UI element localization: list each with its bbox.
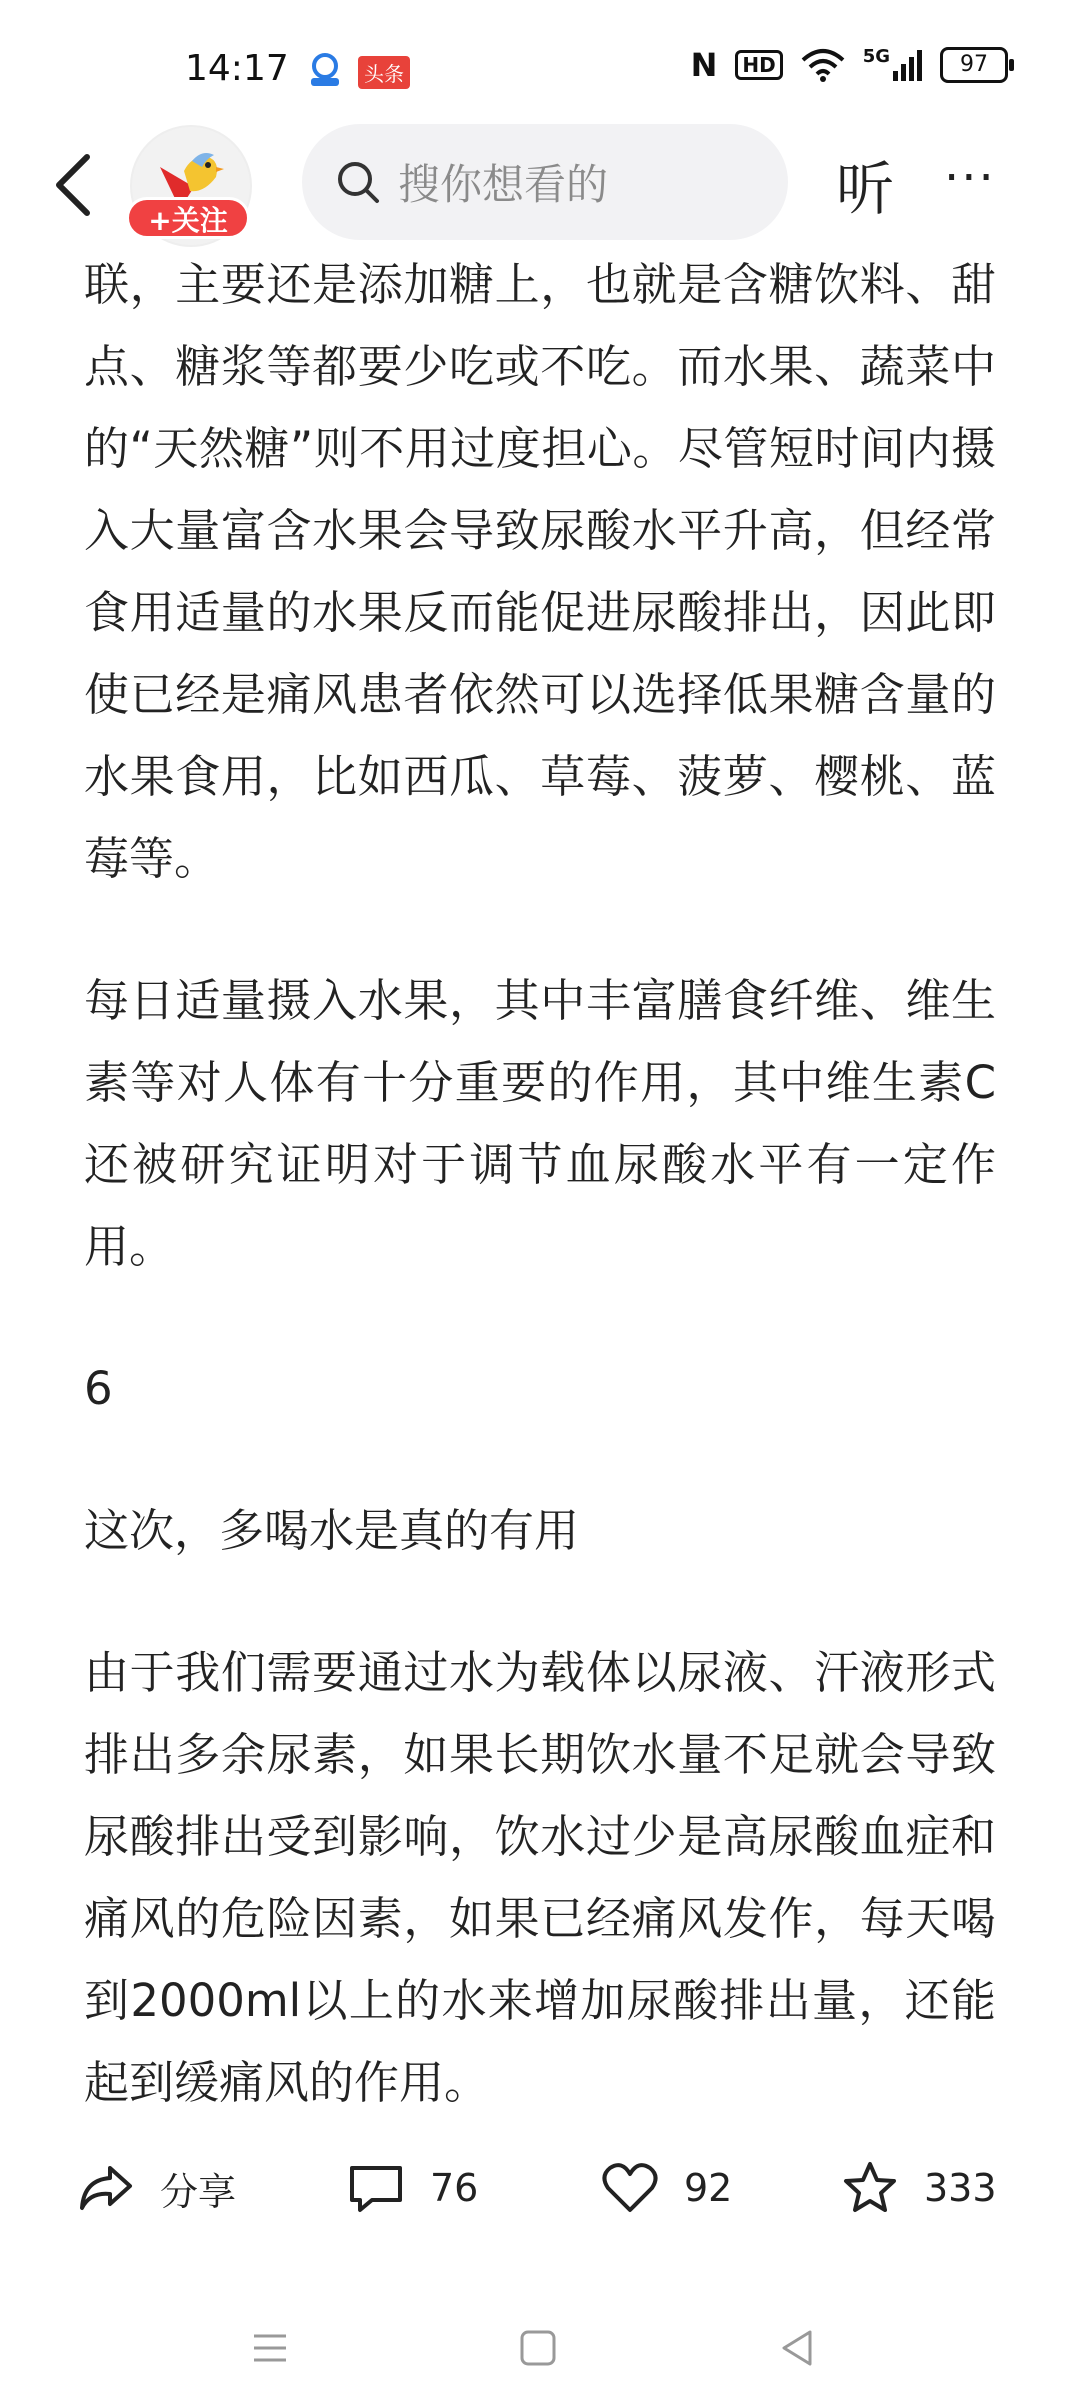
share-label: 分享: [160, 2169, 237, 2214]
follow-button[interactable]: +关注: [126, 197, 250, 239]
like-button[interactable]: [600, 2158, 732, 2218]
listen-button[interactable]: 听: [836, 155, 895, 223]
author-avatar-area[interactable]: [130, 125, 252, 247]
article-paragraph: 联，主要还是添加糖上，也就是含糖饮料、甜点、糖浆等都要少吃或不吃。而水果、蔬菜中的“天然糖”则不用过度担心。尽管短时间内摄入大量富含水果会导致尿酸水平升高，但经常食用适量的水果反而能促进尿酸排出，因此即使已经是痛风患者依然可以选择低果糖含量的水果食用，比如西瓜、草莓、菠萝、樱桃、蓝莓等。: [84, 258, 996, 885]
menu-icon[interactable]: [248, 2326, 292, 2370]
back-triangle-icon[interactable]: [776, 2326, 820, 2370]
status-indicators: [691, 46, 1008, 84]
section-number: 6: [84, 1362, 113, 1415]
share-icon: [76, 2158, 136, 2218]
signal-5g-icon: 5G: [863, 50, 922, 81]
back-button[interactable]: [48, 150, 98, 220]
article-body: [84, 250, 996, 2109]
section-heading: 这次，多喝水是真的有用: [84, 1504, 580, 1557]
like-count: 92: [684, 2166, 733, 2210]
nfc-icon: Ν: [690, 46, 718, 84]
system-nav-bar: [0, 2290, 1080, 2400]
comment-icon: [346, 2158, 406, 2218]
search-placeholder: 搜你想看的: [398, 160, 609, 209]
wifi-icon: [801, 48, 845, 82]
status-bar: [0, 0, 1080, 140]
action-bar: [0, 2110, 1080, 2290]
search-input[interactable]: [302, 124, 788, 240]
battery-icon: 97: [940, 47, 1008, 83]
star-icon: [840, 2158, 900, 2218]
more-options-button[interactable]: ···: [944, 150, 996, 206]
hd-icon: HD: [735, 50, 782, 80]
app-notification-icon: [305, 50, 345, 90]
favorite-count: 333: [924, 2166, 997, 2210]
article-header: [0, 120, 1080, 250]
comment-count: 76: [430, 2166, 479, 2210]
chevron-left-icon: [53, 153, 93, 217]
toutiao-notification-badge: 头条: [358, 56, 410, 89]
status-time: 14:17: [185, 48, 289, 89]
favorite-button[interactable]: [840, 2158, 997, 2218]
article-paragraph: 由于我们需要通过水为载体以尿液、汗液形式排出多余尿素，如果长期饮水量不足就会导致尿酸排出受到影响，饮水过少是高尿酸血症和痛风的危险因素，如果已经痛风发作，每天喝到2000ml以上的水来增加尿酸排出量，还能起到缓痛风的作用。: [84, 1646, 996, 2109]
share-button[interactable]: [76, 2158, 236, 2218]
comment-button[interactable]: [346, 2158, 478, 2218]
heart-icon: [600, 2158, 660, 2218]
home-icon[interactable]: [516, 2326, 560, 2370]
article-paragraph: 每日适量摄入水果，其中丰富膳食纤维、维生素等对人体有十分重要的作用，其中维生素C还被研究证明对于调节血尿酸水平有一定作用。: [84, 974, 996, 1273]
search-icon: [334, 158, 382, 206]
